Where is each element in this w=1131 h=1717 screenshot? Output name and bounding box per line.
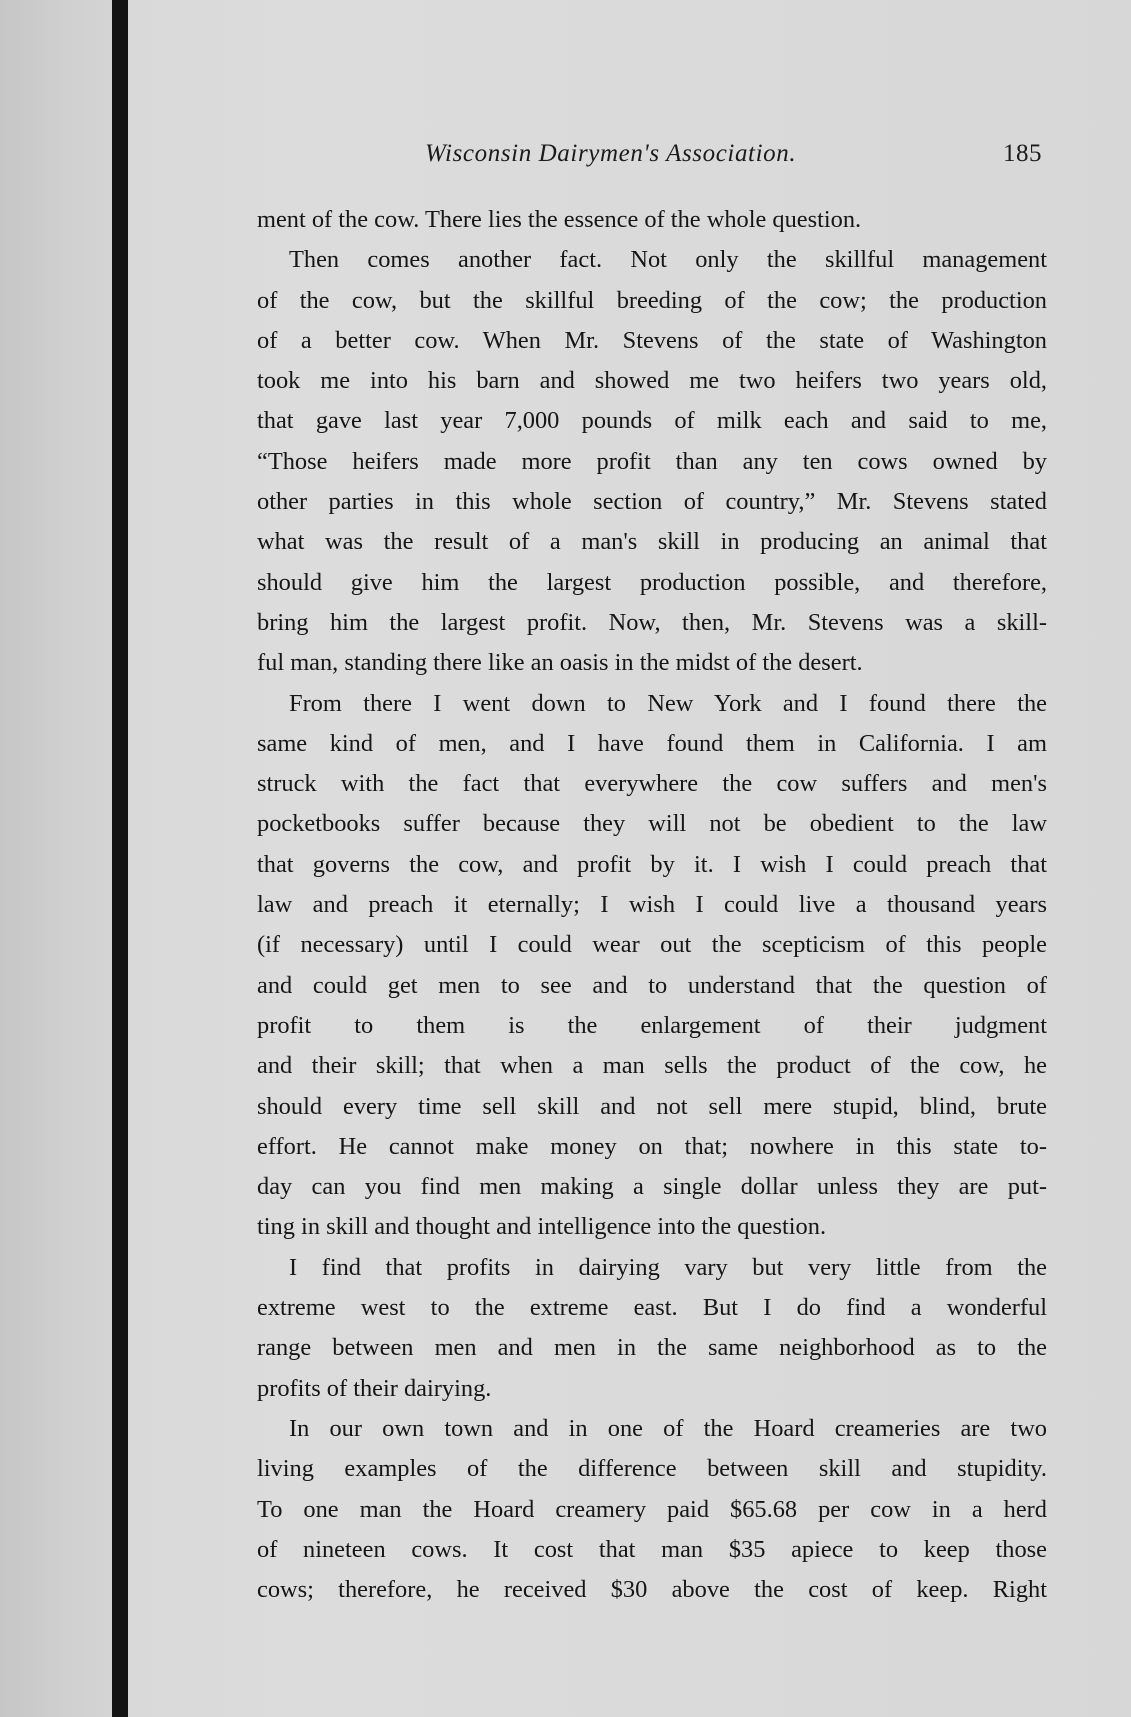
text-line: cows; therefore, he received $30 above the cost of keep. Right xyxy=(257,1576,1047,1604)
text-line: profit to them is the enlargement of their judgment xyxy=(257,1011,1047,1039)
text-line: same kind of men, and I have found them in California. I am xyxy=(257,729,1047,757)
text-line: struck with the fact that everywhere the cow suffers and men's xyxy=(257,770,1047,798)
text-line: day can you find men making a single dollar unless they are put- xyxy=(257,1173,1047,1201)
text-line: other parties in this whole section of country,” Mr. Stevens stated xyxy=(257,488,1047,516)
text-line: In our own town and in one of the Hoard creameries are two xyxy=(289,1414,1047,1442)
text-line: pocketbooks suffer because they will not be obedient to the law xyxy=(257,810,1047,838)
running-title: Wisconsin Dairymen's Association. xyxy=(425,140,797,167)
text-line: and could get men to see and to understand that the question of xyxy=(257,971,1047,999)
text-line: profits of their dairying. xyxy=(257,1374,492,1402)
text-line: extreme west to the extreme east. But I do find a wonderful xyxy=(257,1294,1047,1322)
text-line: of nineteen cows. It cost that man $35 apiece to keep those xyxy=(257,1535,1047,1563)
text-line: should every time sell skill and not sell mere stupid, blind, brute xyxy=(257,1092,1047,1120)
text-line: that gave last year 7,000 pounds of milk each and said to me, xyxy=(257,407,1047,435)
text-line: ful man, standing there like an oasis in the midst of the desert. xyxy=(257,649,863,677)
text-line: law and preach it eternally; I wish I could live a thousand years xyxy=(257,891,1047,919)
body-text xyxy=(257,200,1047,1610)
page-gutter xyxy=(0,0,112,1717)
text-line: of the cow, but the skillful breeding of the cow; the production xyxy=(257,286,1047,314)
text-line: should give him the largest production possible, and therefore, xyxy=(257,568,1047,596)
text-line: “Those heifers made more profit than any ten cows owned by xyxy=(257,447,1047,475)
text-line: (if necessary) until I could wear out the scepticism of this people xyxy=(257,931,1047,959)
text-line: ting in skill and thought and intelligence into the question. xyxy=(257,1213,827,1241)
text-line: Then comes another fact. Not only the skillful management xyxy=(289,246,1047,274)
text-line: From there I went down to New York and I found there the xyxy=(289,689,1047,717)
binding-edge xyxy=(112,0,128,1717)
text-line: effort. He cannot make money on that; nowhere in this state to- xyxy=(257,1132,1047,1160)
page-number: 185 xyxy=(1003,140,1042,167)
text-line: ment of the cow. There lies the essence of the whole question. xyxy=(257,206,862,233)
page-header xyxy=(255,140,1048,180)
text-line: range between men and men in the same neighborhood as to the xyxy=(257,1334,1047,1362)
text-line: that governs the cow, and profit by it. I wish I could preach that xyxy=(257,850,1047,878)
text-line: I find that profits in dairying vary but very little from the xyxy=(289,1253,1047,1281)
text-line: To one man the Hoard creamery paid $65.68 per cow in a herd xyxy=(257,1495,1047,1523)
text-line: what was the result of a man's skill in producing an animal that xyxy=(257,528,1047,556)
text-line: living examples of the difference between skill and stupidity. xyxy=(257,1455,1047,1483)
text-line: and their skill; that when a man sells the product of the cow, he xyxy=(257,1052,1047,1080)
text-line: took me into his barn and showed me two heifers two years old, xyxy=(257,367,1047,395)
text-line: of a better cow. When Mr. Stevens of the state of Washington xyxy=(257,326,1047,354)
text-line: bring him the largest profit. Now, then, Mr. Stevens was a skill- xyxy=(257,608,1047,636)
